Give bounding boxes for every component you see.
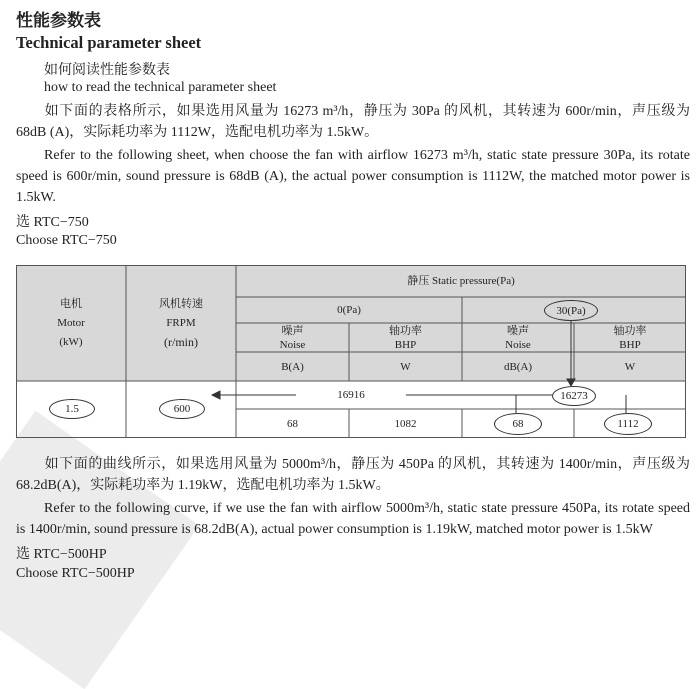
noise-30-oval bbox=[494, 413, 542, 435]
bhp-unit-0: W bbox=[349, 352, 462, 381]
bhp-30-oval bbox=[604, 413, 652, 435]
frpm-header-unit: (r/min) bbox=[164, 335, 198, 349]
bhp-30-value: 1112 bbox=[617, 418, 639, 430]
pressure-arrow-head bbox=[567, 379, 575, 386]
bhp-header-30-en: BHP bbox=[619, 338, 641, 351]
example1-pick-cn: 选 RTC−750 bbox=[16, 215, 89, 230]
motor-header-unit: (kW) bbox=[59, 336, 83, 348]
noise-0-value: 68 bbox=[287, 417, 298, 430]
bhp-0-value: 1082 bbox=[394, 417, 417, 430]
bhp-header-0-en: BHP bbox=[394, 338, 417, 351]
noise-unit-30: dB(A) bbox=[462, 352, 574, 381]
airflow-30-oval bbox=[552, 386, 596, 406]
howto-cn: 如何阅读性能参数表 bbox=[44, 63, 170, 78]
example1-pick-en: Choose RTC−750 bbox=[16, 233, 117, 248]
example2-pick-cn: 选 RTC−500HP bbox=[16, 547, 107, 562]
example2-cn-text: 如下面的曲线所示，如果选用风量为 5000m³/h，静压为 450Pa 的风机，其转速为 1400r/min，声压级为 68.2dB(A)，实际耗功率为 1.19kW，选配电机功率为 1.5kW。 bbox=[16, 457, 690, 493]
airflow-30-value: 16273 bbox=[560, 390, 588, 402]
parameter-table bbox=[16, 265, 686, 438]
frpm-value-oval bbox=[159, 399, 205, 419]
pressure-30-value: 30(Pa) bbox=[556, 304, 586, 317]
pressure-0-header: 0(Pa) bbox=[236, 297, 462, 323]
title-cn: 性能参数表 bbox=[16, 11, 101, 31]
example1-cn-text: 如下面的表格所示，如果选用风量为 16273 m³/h，静压为 30Pa 的风机，其转速为 600r/min，声压级为 68dB (A)，实际耗功率为 1112W，选配电机功率为 1.5kW。 bbox=[16, 104, 690, 140]
example1-en-paragraph bbox=[16, 145, 690, 208]
frpm-header-cn: 风机转速 bbox=[159, 298, 203, 310]
static-pressure-header: 静压 Static pressure(Pa) bbox=[236, 265, 686, 297]
motor-header-cn: 电机 bbox=[60, 298, 82, 310]
noise-header-0-en: Noise bbox=[279, 338, 306, 351]
noise-unit-0: B(A) bbox=[236, 352, 349, 381]
title-en: Technical parameter sheet bbox=[16, 33, 202, 52]
bhp-unit-30: W bbox=[574, 352, 686, 381]
motor-value: 1.5 bbox=[65, 403, 79, 415]
noise-30-value: 68 bbox=[512, 418, 524, 430]
pressure-30-oval bbox=[544, 300, 598, 321]
motor-value-oval bbox=[49, 399, 95, 419]
noise-header-0-cn: 噪声 bbox=[281, 324, 304, 337]
bhp-header-30-cn: 轴功率 bbox=[613, 324, 647, 337]
frpm-header-en: FRPM bbox=[166, 317, 196, 329]
airflow-arrow-head bbox=[212, 391, 220, 399]
example1-en-text: Refer to the following sheet, when choose the fan with airflow 16273 m³/h, static state pressure 30Pa, its rotate speed is 600r/min, sound pressure is 68dB (A), the actual power consumption is 1112W, the matched motor power is 1.5kW. bbox=[16, 148, 690, 205]
example1-cn-paragraph bbox=[16, 101, 690, 143]
example2-pick-en: Choose RTC−500HP bbox=[16, 566, 135, 581]
bhp-header-0-cn: 轴功率 bbox=[389, 324, 422, 337]
airflow-0-value: 16916 bbox=[296, 387, 406, 403]
example2-cn-paragraph bbox=[16, 454, 690, 496]
motor-header-en: Motor bbox=[57, 317, 85, 329]
frpm-value: 600 bbox=[173, 403, 191, 415]
noise-header-30-en: Noise bbox=[505, 338, 531, 351]
noise-header-30-cn: 噪声 bbox=[507, 324, 529, 337]
example2-en-text: Refer to the following curve, if we use the fan with airflow 5000m³/h, static state pressure 450Pa, its rotate speed is 1400r/min, sound pressure is 68.2dB(A), actual power consumption is 1.19kW, matched motor power is 1.5kW bbox=[16, 501, 690, 537]
howto-en: how to read the technical parameter sheet bbox=[44, 80, 277, 95]
example2-en-paragraph bbox=[16, 498, 690, 540]
